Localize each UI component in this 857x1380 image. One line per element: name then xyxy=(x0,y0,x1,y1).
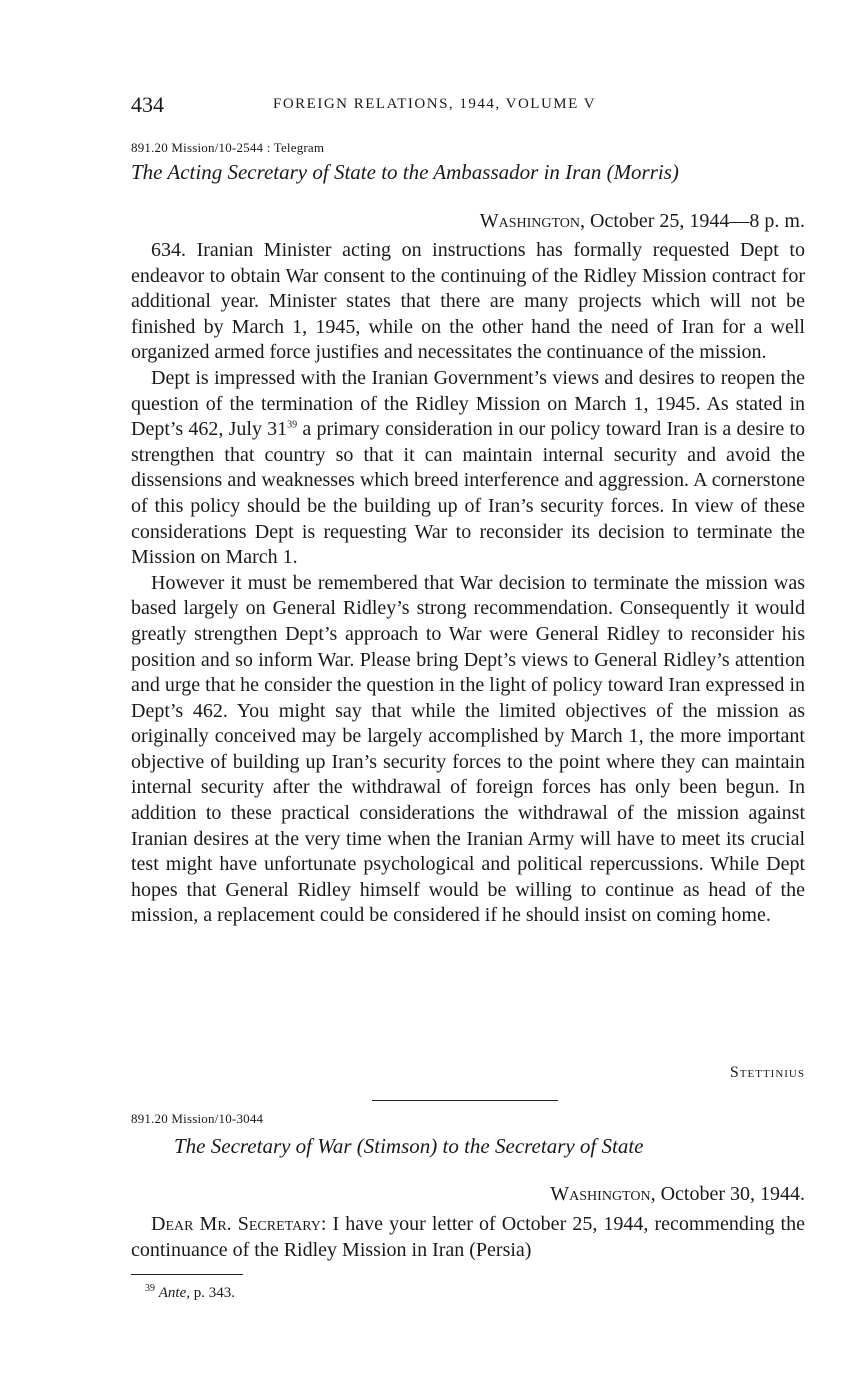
dateline-date: , October 25, 1944—8 p. m. xyxy=(580,210,805,232)
dateline xyxy=(550,1183,805,1206)
paragraph: Dept is impressed with the Iranian Government’s views and desires to reopen the question of the termination of the Ridley Mission on March 1, 1945. As stated in Dept’s 462, July $31^{39}$ a primary consideration in our policy toward Iran is a desire to strengthen that country so that it can maintain internal security and avoid the dissensions and weaknesses which breed interference and aggression. A cornerstone of this policy should be the building up of Iran’s security forces. In view of these considerations Dept is requesting War to reconsider its decision to terminate the Mission on March 1. xyxy=(131,366,805,569)
dateline-place: Washington xyxy=(479,210,581,232)
letter-body xyxy=(131,1212,805,1263)
paragraph: 634. Iranian Minister acting on instructions has formally requested Dept to endeavor to obtain War consent to the continuing of the Ridley Mission contract for additional year. Minister states that there are many projects which will not be finished by March 1, 1945, while on the other hand the need of Iran for a well organized armed force justifies and necessitates the continuance of the mission. xyxy=(131,239,805,364)
footnote: $^{39}$ Ante, p. 343. xyxy=(145,1283,235,1301)
title-name: Morris xyxy=(613,160,672,184)
footnote-ref: 39 xyxy=(287,419,298,431)
dateline-date: , October 30, 1944. xyxy=(650,1183,805,1205)
footnote-rule xyxy=(131,1274,243,1275)
salutation: Dear Mr. Secretary: xyxy=(151,1213,327,1235)
document-title: The Secretary of War (Stimson) to the Secretary of State xyxy=(174,1134,644,1158)
dateline xyxy=(480,210,805,233)
title-name: Stimson xyxy=(363,1134,431,1158)
running-title: FOREIGN RELATIONS, 1944, VOLUME V xyxy=(273,96,597,112)
footnote-marker: 39 xyxy=(145,1283,155,1294)
page-number: 434 xyxy=(131,92,164,117)
paragraph: Dear Mr. Secretary: I have your letter of October 25, 1944, recommending the continuance of the Ridley Mission in Iran (Persia) xyxy=(131,1213,805,1261)
document-title: The Acting Secretary of State to the Ambassador in Iran (Morris) xyxy=(131,160,679,184)
file-reference: 891.20 Mission/10-3044 xyxy=(131,1111,264,1126)
dateline-place: Washington xyxy=(550,1183,651,1205)
file-reference: 891.20 Mission/10-2544 : Telegram xyxy=(131,140,325,155)
section-divider xyxy=(372,1100,558,1101)
telegram-body xyxy=(131,238,805,929)
paragraph: However it must be remembered that War decision to terminate the mission was based largely on General Ridley’s strong recommendation. Consequently it would greatly strengthen Dept’s approach to War were General Ridley to reconsider his position and so inform War. Please bring Dept’s views to General Ridley’s attention and urge that he consider the question in the light of policy toward Iran expressed in Dept’s 462. You might say that while the limited objectives of the mission as originally conceived may be largely accomplished by March 1, the more important objective of building up Iran’s security forces to the point where they can maintain internal security after the withdrawal of foreign forces has only been begun. In addition to these practical considerations the withdrawal of the mission against Iranian desires at the very time when the Iranian Army will have to meet its crucial test might have unfortunate psychological and political repercussions. While Dept hopes that General Ridley himself would be willing to continue as head of the mission, a replacement could be considered if he should insist on coming home. xyxy=(131,571,805,927)
signature: Stettinius xyxy=(729,1064,805,1081)
page-header xyxy=(131,92,805,122)
